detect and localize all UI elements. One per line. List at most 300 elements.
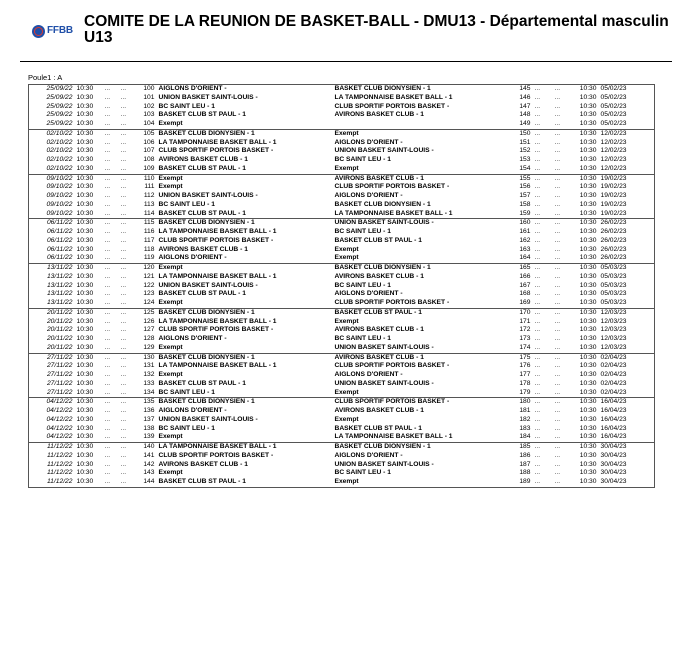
table-row xyxy=(29,174,655,183)
return-time-cell: 10:30 xyxy=(579,424,597,432)
away-team-cell: BC SAINT LEU - 1 xyxy=(334,335,391,342)
time-cell: 10:30 xyxy=(76,85,94,92)
return-time-cell: 10:30 xyxy=(579,299,597,306)
return-time-cell: 10:30 xyxy=(579,415,597,423)
time-cell: 10:30 xyxy=(76,93,94,101)
return-time-cell: 10:30 xyxy=(579,147,597,155)
time-cell: 10:30 xyxy=(76,147,94,155)
field-a-cell: ... xyxy=(104,236,111,244)
return-field-a-cell: ... xyxy=(534,371,541,378)
away-team-cell: Exempt xyxy=(334,254,359,262)
away-team-cell: BASKET CLUB DIONYSIEN - 1 xyxy=(334,264,431,271)
return-date-cell: 19/02/23 xyxy=(600,192,627,199)
return-field-a-cell: ... xyxy=(534,111,541,119)
date-cell: 11/12/22 xyxy=(46,460,73,468)
return-match-number-cell: 182 xyxy=(519,415,531,423)
time-cell: 10:30 xyxy=(76,281,94,289)
away-team-cell: BASKET CLUB ST PAUL - 1 xyxy=(334,236,422,244)
away-team-cell: CLUB SPORTIF PORTOIS BASKET - xyxy=(334,362,450,370)
return-time-cell: 10:30 xyxy=(579,317,597,325)
table-row xyxy=(29,183,655,192)
home-team-cell: BC SAINT LEU - 1 xyxy=(158,424,215,432)
return-time-cell: 10:30 xyxy=(579,407,597,414)
match-number-cell: 104 xyxy=(143,120,155,127)
away-team-cell: AIGLONS D'ORIENT - xyxy=(334,451,403,459)
field-a-cell: ... xyxy=(104,111,111,119)
match-number-cell: 134 xyxy=(143,388,155,396)
return-time-cell: 10:30 xyxy=(579,353,597,361)
field-a-cell: ... xyxy=(104,219,111,227)
return-field-a-cell: ... xyxy=(534,326,541,334)
date-cell: 09/10/22 xyxy=(46,192,73,199)
table-row xyxy=(29,452,655,461)
return-field-b-cell: ... xyxy=(554,281,561,289)
field-b-cell: ... xyxy=(120,93,127,101)
return-match-number-cell: 180 xyxy=(519,398,531,406)
return-time-cell: 10:30 xyxy=(579,433,597,441)
return-date-cell: 19/02/23 xyxy=(600,209,627,217)
away-team-cell: UNION BASKET SAINT-LOUIS - xyxy=(334,460,434,468)
home-team-cell: BASKET CLUB ST PAUL - 1 xyxy=(158,290,246,298)
return-match-number-cell: 169 xyxy=(519,299,531,306)
away-team-cell: LA TAMPONNAISE BASKET BALL - 1 xyxy=(334,209,453,217)
field-b-cell: ... xyxy=(120,424,127,432)
return-field-b-cell: ... xyxy=(554,379,561,387)
return-field-b-cell: ... xyxy=(554,147,561,155)
return-date-cell: 12/02/23 xyxy=(600,129,627,137)
return-field-a-cell: ... xyxy=(534,174,541,182)
return-time-cell: 10:30 xyxy=(579,335,597,342)
return-time-cell: 10:30 xyxy=(579,102,597,110)
return-match-number-cell: 166 xyxy=(519,272,531,280)
time-cell: 10:30 xyxy=(76,343,94,351)
home-team-cell: Exempt xyxy=(158,469,183,477)
return-field-b-cell: ... xyxy=(554,272,561,280)
time-cell: 10:30 xyxy=(76,228,94,235)
away-team-cell: AIGLONS D'ORIENT - xyxy=(334,290,403,298)
return-time-cell: 10:30 xyxy=(579,254,597,262)
away-team-cell: UNION BASKET SAINT-LOUIS - xyxy=(334,379,434,387)
return-field-a-cell: ... xyxy=(534,254,541,262)
return-field-b-cell: ... xyxy=(554,164,561,172)
field-a-cell: ... xyxy=(104,398,111,406)
date-cell: 04/12/22 xyxy=(46,407,73,414)
home-team-cell: AVIRONS BASKET CLUB - 1 xyxy=(158,156,248,163)
return-date-cell: 12/03/23 xyxy=(600,308,627,316)
field-b-cell: ... xyxy=(120,245,127,253)
return-field-b-cell: ... xyxy=(554,460,561,468)
field-b-cell: ... xyxy=(120,443,127,450)
return-time-cell: 10:30 xyxy=(579,272,597,280)
return-time-cell: 10:30 xyxy=(579,200,597,208)
return-match-number-cell: 165 xyxy=(519,264,531,271)
return-date-cell: 26/02/23 xyxy=(600,228,627,235)
date-cell: 20/11/22 xyxy=(46,308,73,316)
field-a-cell: ... xyxy=(104,326,111,334)
field-a-cell: ... xyxy=(104,379,111,387)
away-team-cell: AVIRONS BASKET CLUB - 1 xyxy=(334,326,424,334)
date-cell: 04/12/22 xyxy=(46,415,73,423)
return-date-cell: 16/04/23 xyxy=(600,398,627,406)
away-team-cell: AVIRONS BASKET CLUB - 1 xyxy=(334,174,424,182)
time-cell: 10:30 xyxy=(76,469,94,477)
return-date-cell: 16/04/23 xyxy=(600,415,627,423)
field-b-cell: ... xyxy=(120,200,127,208)
date-cell: 04/12/22 xyxy=(46,424,73,432)
match-number-cell: 121 xyxy=(143,272,155,280)
return-match-number-cell: 157 xyxy=(519,192,531,199)
match-number-cell: 115 xyxy=(143,219,155,227)
return-match-number-cell: 145 xyxy=(519,85,531,92)
return-date-cell: 16/04/23 xyxy=(600,424,627,432)
home-team-cell: LA TAMPONNAISE BASKET BALL - 1 xyxy=(158,228,277,235)
return-field-a-cell: ... xyxy=(534,407,541,414)
return-date-cell: 12/03/23 xyxy=(600,343,627,351)
field-a-cell: ... xyxy=(104,192,111,199)
field-a-cell: ... xyxy=(104,415,111,423)
time-cell: 10:30 xyxy=(76,209,94,217)
return-date-cell: 12/03/23 xyxy=(600,317,627,325)
table-row xyxy=(29,326,655,335)
away-team-cell: Exempt xyxy=(334,245,359,253)
date-cell: 11/12/22 xyxy=(46,443,73,450)
field-b-cell: ... xyxy=(120,254,127,262)
header-divider xyxy=(20,61,672,62)
return-match-number-cell: 189 xyxy=(519,478,531,485)
field-a-cell: ... xyxy=(104,264,111,271)
time-cell: 10:30 xyxy=(76,362,94,370)
return-time-cell: 10:30 xyxy=(579,183,597,191)
time-cell: 10:30 xyxy=(76,398,94,406)
return-match-number-cell: 154 xyxy=(519,164,531,172)
time-cell: 10:30 xyxy=(76,433,94,441)
time-cell: 10:30 xyxy=(76,335,94,342)
field-a-cell: ... xyxy=(104,156,111,163)
home-team-cell: CLUB SPORTIF PORTOIS BASKET - xyxy=(158,326,274,334)
return-field-b-cell: ... xyxy=(554,299,561,306)
return-match-number-cell: 156 xyxy=(519,183,531,191)
return-field-a-cell: ... xyxy=(534,460,541,468)
field-a-cell: ... xyxy=(104,245,111,253)
return-date-cell: 16/04/23 xyxy=(600,407,627,414)
home-team-cell: AVIRONS BASKET CLUB - 1 xyxy=(158,245,248,253)
return-date-cell: 05/03/23 xyxy=(600,264,627,271)
field-b-cell: ... xyxy=(120,138,127,146)
return-date-cell: 02/04/23 xyxy=(600,371,627,378)
date-cell: 20/11/22 xyxy=(46,326,73,334)
return-match-number-cell: 163 xyxy=(519,245,531,253)
return-field-b-cell: ... xyxy=(554,478,561,485)
field-a-cell: ... xyxy=(104,183,111,191)
match-number-cell: 142 xyxy=(143,460,155,468)
return-time-cell: 10:30 xyxy=(579,209,597,217)
return-field-b-cell: ... xyxy=(554,93,561,101)
home-team-cell: LA TAMPONNAISE BASKET BALL - 1 xyxy=(158,362,277,370)
field-a-cell: ... xyxy=(104,147,111,155)
return-field-a-cell: ... xyxy=(534,478,541,485)
date-cell: 06/11/22 xyxy=(46,254,73,262)
return-time-cell: 10:30 xyxy=(579,443,597,450)
return-field-b-cell: ... xyxy=(554,388,561,396)
match-number-cell: 125 xyxy=(143,308,155,316)
return-date-cell: 05/03/23 xyxy=(600,290,627,298)
return-date-cell: 19/02/23 xyxy=(600,174,627,182)
date-cell: 09/10/22 xyxy=(46,209,73,217)
table-row xyxy=(29,290,655,299)
return-match-number-cell: 161 xyxy=(519,228,531,235)
away-team-cell: Exempt xyxy=(334,388,359,396)
match-number-cell: 128 xyxy=(143,335,155,342)
field-a-cell: ... xyxy=(104,317,111,325)
time-cell: 10:30 xyxy=(76,272,94,280)
table-row xyxy=(29,353,655,362)
time-cell: 10:30 xyxy=(76,460,94,468)
away-team-cell: UNION BASKET SAINT-LOUIS - xyxy=(334,219,434,227)
away-team-cell: AIGLONS D'ORIENT - xyxy=(334,138,403,146)
table-row xyxy=(29,111,655,120)
home-team-cell: AVIRONS BASKET CLUB - 1 xyxy=(158,460,248,468)
return-field-b-cell: ... xyxy=(554,469,561,477)
table-row xyxy=(29,389,655,398)
return-date-cell: 05/03/23 xyxy=(600,272,627,280)
field-a-cell: ... xyxy=(104,254,111,262)
field-b-cell: ... xyxy=(120,192,127,199)
field-a-cell: ... xyxy=(104,469,111,477)
away-team-cell: LA TAMPONNAISE BASKET BALL - 1 xyxy=(334,93,453,101)
time-cell: 10:30 xyxy=(76,164,94,172)
return-field-a-cell: ... xyxy=(534,138,541,146)
match-number-cell: 133 xyxy=(143,379,155,387)
table-row xyxy=(29,120,655,129)
basketball-icon xyxy=(32,25,45,38)
table-row xyxy=(29,299,655,308)
return-field-b-cell: ... xyxy=(554,219,561,227)
field-b-cell: ... xyxy=(120,335,127,342)
home-team-cell: BASKET CLUB ST PAUL - 1 xyxy=(158,111,246,119)
return-date-cell: 26/02/23 xyxy=(600,254,627,262)
field-b-cell: ... xyxy=(120,147,127,155)
return-date-cell: 16/04/23 xyxy=(600,433,627,441)
home-team-cell: Exempt xyxy=(158,264,183,271)
home-team-cell: BASKET CLUB DIONYSIEN - 1 xyxy=(158,398,255,406)
home-team-cell: LA TAMPONNAISE BASKET BALL - 1 xyxy=(158,138,277,146)
return-field-a-cell: ... xyxy=(534,343,541,351)
return-match-number-cell: 171 xyxy=(519,317,531,325)
table-row xyxy=(29,273,655,282)
return-date-cell: 05/02/23 xyxy=(600,111,627,119)
away-team-cell: AVIRONS BASKET CLUB - 1 xyxy=(334,111,424,119)
table-row xyxy=(29,139,655,148)
date-cell: 09/10/22 xyxy=(46,183,73,191)
return-field-b-cell: ... xyxy=(554,138,561,146)
return-match-number-cell: 173 xyxy=(519,335,531,342)
return-time-cell: 10:30 xyxy=(579,308,597,316)
field-a-cell: ... xyxy=(104,120,111,127)
date-cell: 27/11/22 xyxy=(46,388,73,396)
return-field-a-cell: ... xyxy=(534,147,541,155)
field-a-cell: ... xyxy=(104,433,111,441)
home-team-cell: BASKET CLUB DIONYSIEN - 1 xyxy=(158,129,255,137)
time-cell: 10:30 xyxy=(76,317,94,325)
return-date-cell: 05/02/23 xyxy=(600,102,627,110)
away-team-cell xyxy=(333,120,513,129)
home-team-cell: LA TAMPONNAISE BASKET BALL - 1 xyxy=(158,272,277,280)
return-match-number-cell: 153 xyxy=(519,156,531,163)
return-date-cell: 30/04/23 xyxy=(600,478,627,485)
home-team-cell: LA TAMPONNAISE BASKET BALL - 1 xyxy=(158,317,277,325)
field-a-cell: ... xyxy=(104,335,111,342)
date-cell: 13/11/22 xyxy=(46,290,73,298)
field-b-cell: ... xyxy=(120,156,127,163)
return-field-b-cell: ... xyxy=(554,353,561,361)
return-time-cell: 10:30 xyxy=(579,93,597,101)
return-field-b-cell: ... xyxy=(554,120,561,127)
table-row xyxy=(29,201,655,210)
away-team-cell: BASKET CLUB DIONYSIEN - 1 xyxy=(334,200,431,208)
field-b-cell: ... xyxy=(120,460,127,468)
match-number-cell: 141 xyxy=(143,451,155,459)
return-field-a-cell: ... xyxy=(534,398,541,406)
date-cell: 11/12/22 xyxy=(46,478,73,485)
table-row xyxy=(29,469,655,478)
table-row xyxy=(29,308,655,317)
home-team-cell: BASKET CLUB ST PAUL - 1 xyxy=(158,209,246,217)
field-a-cell: ... xyxy=(104,138,111,146)
field-a-cell: ... xyxy=(104,371,111,378)
time-cell: 10:30 xyxy=(76,290,94,298)
field-a-cell: ... xyxy=(104,443,111,450)
return-field-b-cell: ... xyxy=(554,200,561,208)
return-time-cell: 10:30 xyxy=(579,362,597,370)
home-team-cell: BC SAINT LEU - 1 xyxy=(158,200,215,208)
field-b-cell: ... xyxy=(120,281,127,289)
away-team-cell: UNION BASKET SAINT-LOUIS - xyxy=(334,147,434,155)
return-date-cell: 05/02/23 xyxy=(600,85,627,92)
table-row xyxy=(29,147,655,156)
return-field-b-cell: ... xyxy=(554,254,561,262)
round-block xyxy=(29,85,655,130)
field-b-cell: ... xyxy=(120,264,127,271)
return-field-b-cell: ... xyxy=(554,129,561,137)
field-a-cell: ... xyxy=(104,388,111,396)
match-number-cell: 114 xyxy=(143,209,155,217)
return-match-number-cell: 188 xyxy=(519,469,531,477)
round-block xyxy=(29,129,655,174)
return-field-a-cell: ... xyxy=(534,308,541,316)
home-team-cell: AIGLONS D'ORIENT - xyxy=(158,407,227,414)
time-cell: 10:30 xyxy=(76,388,94,396)
return-match-number-cell: 175 xyxy=(519,353,531,361)
round-block xyxy=(29,353,655,398)
date-cell: 25/09/22 xyxy=(46,111,73,119)
field-a-cell: ... xyxy=(104,164,111,172)
return-match-number-cell: 179 xyxy=(519,388,531,396)
date-cell: 11/12/22 xyxy=(46,451,73,459)
table-row xyxy=(29,398,655,407)
field-b-cell: ... xyxy=(120,111,127,119)
return-time-cell: 10:30 xyxy=(579,379,597,387)
field-b-cell: ... xyxy=(120,353,127,361)
return-time-cell: 10:30 xyxy=(579,469,597,477)
return-date-cell: 12/03/23 xyxy=(600,335,627,342)
return-field-a-cell: ... xyxy=(534,120,541,127)
home-team-cell: Exempt xyxy=(158,433,183,441)
return-field-b-cell: ... xyxy=(554,326,561,334)
return-field-b-cell: ... xyxy=(554,290,561,298)
return-match-number-cell: 158 xyxy=(519,200,531,208)
away-team-cell: LA TAMPONNAISE BASKET BALL - 1 xyxy=(334,433,453,441)
return-match-number-cell: 155 xyxy=(519,174,531,182)
home-team-cell: BASKET CLUB DIONYSIEN - 1 xyxy=(158,308,255,316)
home-team-cell: CLUB SPORTIF PORTOIS BASKET - xyxy=(158,451,274,459)
match-number-cell: 139 xyxy=(143,433,155,441)
home-team-cell: Exempt xyxy=(158,120,183,127)
home-team-cell: BASKET CLUB DIONYSIEN - 1 xyxy=(158,219,255,227)
time-cell: 10:30 xyxy=(76,120,94,127)
home-team-cell: BASKET CLUB ST PAUL - 1 xyxy=(158,478,246,485)
match-number-cell: 131 xyxy=(143,362,155,370)
table-row xyxy=(29,335,655,344)
field-a-cell: ... xyxy=(104,102,111,110)
return-time-cell: 10:30 xyxy=(579,120,597,127)
time-cell: 10:30 xyxy=(76,308,94,316)
return-field-b-cell: ... xyxy=(554,424,561,432)
match-number-cell: 136 xyxy=(143,407,155,414)
away-team-cell: Exempt xyxy=(334,478,359,485)
return-field-a-cell: ... xyxy=(534,317,541,325)
time-cell: 10:30 xyxy=(76,174,94,182)
field-b-cell: ... xyxy=(120,478,127,485)
return-time-cell: 10:30 xyxy=(579,85,597,92)
match-number-cell: 117 xyxy=(143,236,155,244)
return-field-a-cell: ... xyxy=(534,388,541,396)
table-row xyxy=(29,237,655,246)
time-cell: 10:30 xyxy=(76,111,94,119)
home-team-cell: Exempt xyxy=(158,371,183,378)
return-field-a-cell: ... xyxy=(534,469,541,477)
time-cell: 10:30 xyxy=(76,129,94,137)
home-team-cell: UNION BASKET SAINT-LOUIS - xyxy=(158,415,258,423)
match-number-cell: 103 xyxy=(143,111,155,119)
home-team-cell: UNION BASKET SAINT-LOUIS - xyxy=(158,192,258,199)
away-team-cell: CLUB SPORTIF PORTOIS BASKET - xyxy=(334,299,450,306)
field-b-cell: ... xyxy=(120,398,127,406)
field-a-cell: ... xyxy=(104,299,111,306)
return-field-b-cell: ... xyxy=(554,85,561,92)
round-block xyxy=(29,398,655,443)
field-a-cell: ... xyxy=(104,200,111,208)
return-date-cell: 05/03/23 xyxy=(600,281,627,289)
table-row xyxy=(29,254,655,263)
return-date-cell: 30/04/23 xyxy=(600,443,627,450)
return-time-cell: 10:30 xyxy=(579,111,597,119)
return-field-b-cell: ... xyxy=(554,174,561,182)
return-field-b-cell: ... xyxy=(554,236,561,244)
match-number-cell: 112 xyxy=(143,192,155,199)
home-team-cell: BASKET CLUB DIONYSIEN - 1 xyxy=(158,353,255,361)
return-field-a-cell: ... xyxy=(534,433,541,441)
return-date-cell: 05/02/23 xyxy=(600,93,627,101)
time-cell: 10:30 xyxy=(76,254,94,262)
time-cell: 10:30 xyxy=(76,326,94,334)
match-number-cell: 107 xyxy=(143,147,155,155)
return-match-number-cell: 147 xyxy=(519,102,531,110)
return-time-cell: 10:30 xyxy=(579,398,597,406)
field-a-cell: ... xyxy=(104,460,111,468)
date-cell: 02/10/22 xyxy=(46,147,73,155)
date-cell: 25/09/22 xyxy=(46,120,73,127)
field-b-cell: ... xyxy=(120,299,127,306)
